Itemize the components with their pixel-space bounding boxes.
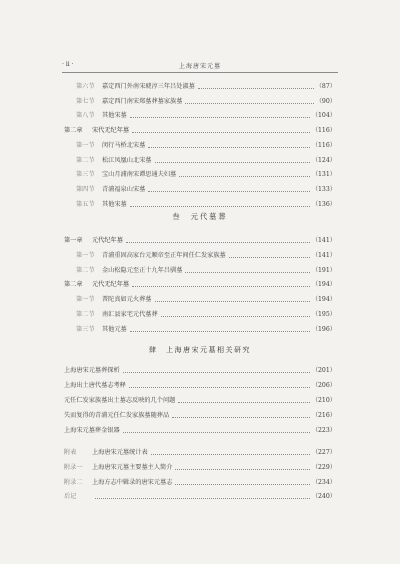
leader-dots (198, 88, 314, 89)
toc-entry-label: 第一节 (76, 141, 95, 149)
leader-dots (175, 484, 309, 485)
toc-entry-page: （206） (311, 381, 336, 389)
toc-entry[interactable] (0, 111, 400, 121)
toc-entry[interactable] (0, 266, 400, 276)
toc-entry-label: 附表 (64, 449, 77, 456)
toc-entry-page: （234） (311, 478, 336, 486)
toc-entry-label: 第一节 (76, 296, 95, 304)
toc-entry-page: （227） (311, 449, 336, 456)
toc-entry-label: 第二章 (64, 281, 83, 289)
leader-dots (229, 257, 310, 258)
toc-entry-label: 第二节 (76, 311, 95, 318)
toc-entry[interactable] (0, 82, 400, 92)
toc-entry-title: 元代纪年墓 (92, 237, 123, 244)
toc-entry-label: 第三节 (76, 171, 95, 179)
leader-dots (129, 387, 310, 388)
toc-entry-title: 上海唐宋元墓葬探析 (64, 367, 120, 374)
toc-entry-title: 其他宋墓 (102, 112, 127, 120)
toc-entry[interactable] (0, 280, 400, 290)
toc-entry-title: 青浦重固高家台元顺帝至正年间任仁发家族墓 (102, 251, 226, 259)
toc-entry-page: （104） (311, 112, 336, 120)
toc-entry-page: （136） (311, 200, 336, 208)
leader-dots (126, 242, 310, 243)
toc-entry-title: 宋代无纪年墓 (92, 127, 130, 135)
leader-dots (185, 103, 313, 104)
toc-entry-page: （131） (311, 171, 336, 179)
leader-dots (123, 432, 310, 433)
toc-entry-title: 松江凤凰山北宋墓 (102, 156, 152, 164)
toc-entry[interactable] (0, 396, 400, 406)
toc-entry[interactable] (0, 251, 400, 261)
toc-entry-title: 金山松隐元至正十九年吕驯墓 (102, 266, 183, 274)
toc-entry[interactable] (0, 463, 400, 473)
toc-entry[interactable] (0, 295, 400, 305)
toc-entry[interactable] (0, 381, 400, 391)
toc-entry-title: 嘉定西门南宋郑墓葬墓家族墓 (102, 97, 183, 105)
toc-entry-label: 第五节 (76, 200, 95, 208)
toc-entry-title: 元代无纪年墓 (92, 281, 130, 289)
toc-entry-page: （116） (311, 141, 336, 149)
leader-dots (161, 316, 310, 317)
leader-dots (175, 469, 309, 470)
toc-entry[interactable] (0, 366, 400, 376)
toc-entry-page: （133） (311, 185, 336, 193)
leader-dots (155, 162, 310, 163)
toc-entry-title: 闵行马桥北宋墓 (102, 141, 146, 149)
toc-entry-title: 上海唐宋元墓统计表 (92, 449, 148, 456)
part-heading-yuan: 叁 元代墓葬 (172, 212, 228, 221)
toc-entry[interactable] (0, 236, 400, 246)
toc-entry-title: 南汇县家宅元代墓葬 (102, 311, 158, 318)
leader-dots (130, 117, 310, 118)
toc-entry-page: （240） (311, 493, 336, 501)
toc-entry-title: 上海方志中辑录的唐宋元墓志 (92, 478, 173, 486)
toc-entry[interactable] (0, 156, 400, 166)
toc-entry[interactable] (0, 478, 400, 488)
toc-entry-page: （223） (311, 426, 336, 434)
page-number: · ii · (62, 61, 74, 68)
toc-entry[interactable] (0, 492, 400, 502)
running-title: 上海唐宋元墓 (178, 63, 221, 70)
toc-entry-label: 第二章 (64, 127, 83, 135)
toc-entry-page: （195） (311, 311, 336, 318)
toc-entry-label: 第二节 (76, 266, 95, 274)
toc-entry-title: 失而复得的青浦元任仁发家族墓随葬品 (64, 411, 170, 419)
toc-entry-title: 元任仁发家族墓出土墓志反映的几个问题 (64, 396, 176, 404)
toc-entry-title: 宝山月浦南宋谭思通夫妇墓 (102, 171, 177, 179)
toc-entry[interactable] (0, 170, 400, 180)
toc-entry[interactable] (0, 185, 400, 195)
toc-entry-label: 第八节 (76, 112, 95, 120)
toc-entry-title: 上海唐宋元墓主要墓主人简介 (92, 463, 173, 471)
toc-entry-label: 第二节 (76, 156, 95, 164)
leader-dots (132, 286, 310, 287)
toc-entry-label: 第七节 (76, 97, 95, 105)
leader-dots (132, 132, 310, 133)
toc-entry-page: （141） (311, 251, 336, 259)
toc-entry[interactable] (0, 310, 400, 320)
toc-entry[interactable] (0, 141, 400, 151)
toc-entry-page: （194） (311, 281, 336, 289)
toc-entry-title: 上海出土唐代墓志考释 (64, 381, 126, 389)
toc-entry-label: 附录一 (64, 463, 83, 471)
toc-entry-label: 第六节 (76, 83, 95, 90)
leader-dots (95, 498, 310, 499)
leader-dots (130, 331, 310, 332)
toc-entry[interactable] (0, 200, 400, 210)
toc-entry-page: （201） (311, 367, 336, 374)
leader-dots (185, 272, 309, 273)
toc-entry-page: （216） (311, 411, 336, 419)
toc-entry-page: （191） (311, 266, 336, 274)
toc-entry-title: 其他宋墓 (102, 200, 127, 208)
leader-dots (179, 176, 310, 177)
toc-entry[interactable] (0, 448, 400, 458)
toc-entry-page: （124） (311, 156, 336, 164)
part-heading-research: 肆 上海唐宋元墓相关研究 (149, 346, 251, 354)
toc-entry-label: 第三节 (76, 325, 95, 333)
toc-entry-page: （87） (315, 83, 336, 90)
toc-entry[interactable] (0, 126, 400, 136)
toc-entry[interactable] (0, 426, 400, 436)
toc-entry-label: 附录二 (64, 478, 83, 486)
toc-entry-label: 第四节 (76, 185, 95, 193)
leader-dots (130, 206, 310, 207)
running-header (62, 58, 338, 73)
toc-entry-page: （196） (311, 325, 336, 333)
toc-entry-page: （194） (311, 296, 336, 304)
toc-entry[interactable] (0, 97, 400, 107)
leader-dots (148, 147, 310, 148)
leader-dots (178, 402, 309, 403)
leader-dots (148, 191, 310, 192)
toc-entry-label: 第一节 (76, 251, 95, 259)
toc-entry-label: 第一章 (64, 237, 83, 244)
toc-entry-page: （210） (311, 396, 336, 404)
toc-entry-title: 青浦福泉山宋墓 (102, 185, 146, 193)
toc-entry-page: （141） (311, 237, 336, 244)
leader-dots (151, 454, 310, 455)
toc-entry-title: 嘉定西门外南宋琥淳三年吕处淑墓 (102, 83, 195, 90)
toc-entry[interactable] (0, 325, 400, 335)
toc-entry-title: 其他元墓 (102, 325, 127, 333)
toc-entry-label: 后记 (64, 493, 77, 501)
toc-entry-title: 普陀真如元火葬墓 (102, 296, 152, 304)
toc-entry-title: 上海宋元墓葬金银器 (64, 426, 120, 434)
leader-dots (123, 372, 310, 373)
toc-entry[interactable] (0, 411, 400, 421)
leader-dots (155, 301, 310, 302)
leader-dots (172, 417, 310, 418)
toc-entry-page: （229） (311, 463, 336, 471)
toc-entry-page: （90） (315, 97, 336, 105)
toc-entry-page: （116） (311, 127, 336, 135)
